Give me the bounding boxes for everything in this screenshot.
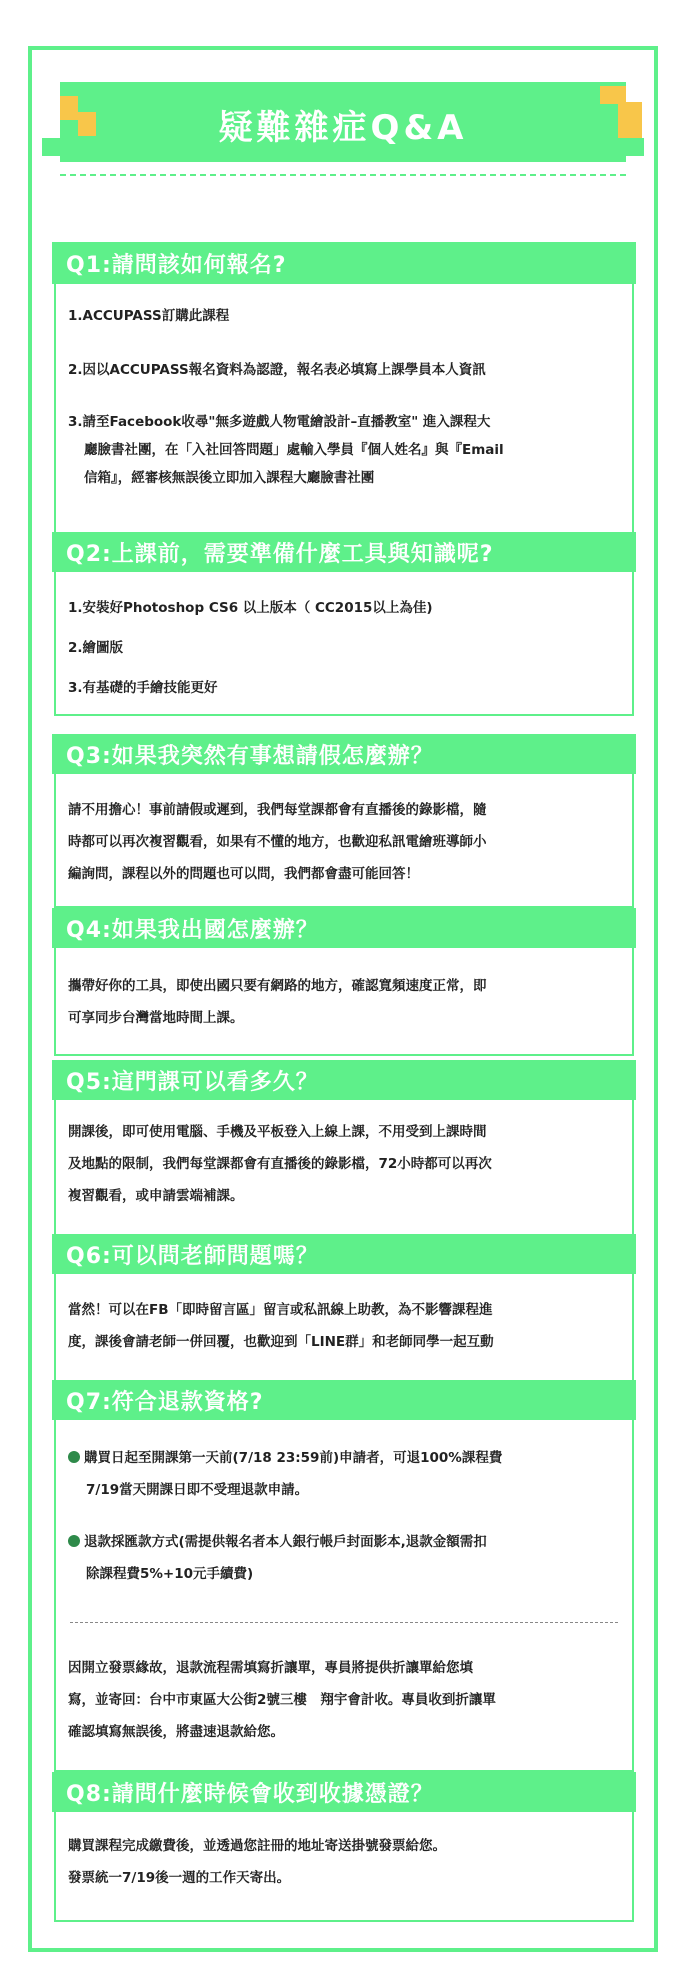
faq-header bbox=[28, 82, 658, 194]
q3-line-1: 請不用擔心！事前請假或遲到，我們每堂課都會有直播後的錄影檔，隨 bbox=[68, 802, 487, 818]
page-title: 疑難雜症Q&A bbox=[218, 108, 468, 148]
q7-dashed-divider bbox=[70, 1622, 618, 1623]
q4-line-2: 可享同步台灣當地時間上課。 bbox=[68, 1010, 244, 1026]
bullet-dot-icon bbox=[68, 1535, 80, 1547]
q7-bullet-2 bbox=[68, 1528, 616, 1556]
q1-line-5: 信箱』，經審核無誤後立即加入課程大廳臉書社團 bbox=[84, 470, 375, 486]
q3-line-3: 編詢問，課程以外的問題也可以問，我們都會盡可能回答！ bbox=[68, 866, 419, 882]
q3-line-2: 時都可以再次複習觀看，如果有不懂的地方，也歡迎私訊電繪班導師小 bbox=[68, 834, 487, 850]
q7-line-1: 因開立發票緣故，退款流程需填寫折讓單，專員將提供折讓單給您填 bbox=[68, 1660, 473, 1676]
q7-title: Q7:符合退款資格? bbox=[52, 1380, 636, 1420]
q2-line-1: 1.安裝好Photoshop CS6 以上版本（ CC2015以上為佳) bbox=[68, 600, 433, 616]
q8-line-2: 發票統一7/19後一週的工作天寄出。 bbox=[68, 1870, 291, 1886]
q3-title: Q3:如果我突然有事想請假怎麼辦？ bbox=[52, 734, 636, 774]
q5-line-2: 及地點的限制，我們每堂課都會有直播後的錄影檔，72小時都可以再次 bbox=[68, 1156, 492, 1172]
q4-title: Q4:如果我出國怎麼辦？ bbox=[52, 908, 636, 948]
q7-bullet-1-line-1: 購買日起至開課第一天前(7/18 23:59前)申請者，可退100%課程費 bbox=[84, 1450, 503, 1466]
bullet-dot-icon bbox=[68, 1451, 80, 1463]
q5-line-1: 開課後，即可使用電腦、手機及平板登入上線上課，不用受到上課時間 bbox=[68, 1124, 487, 1140]
q6-line-1: 當然！可以在FB「即時留言區」留言或私訊線上助教，為不影響課程進 bbox=[68, 1302, 493, 1318]
q1-panel bbox=[54, 256, 634, 540]
q2-line-3: 3.有基礎的手繪技能更好 bbox=[68, 680, 218, 696]
q1-line-1: 1.ACCUPASS訂購此課程 bbox=[68, 308, 230, 324]
q7-bullet-1-line-2: 7/19當天開課日即不受理退款申請。 bbox=[86, 1482, 309, 1498]
q7-bullet-2-line-2: 除課程費5%+10元手續費) bbox=[86, 1566, 254, 1582]
q1-line-3: 3.請至Facebook收尋"無多遊戲人物電繪設計–直播教室" 進入課程大 bbox=[68, 414, 491, 430]
q4-line-1: 攜帶好你的工具，即使出國只要有網路的地方，確認寬頻速度正常，即 bbox=[68, 978, 487, 994]
q8-line-1: 購買課程完成繳費後，並透過您註冊的地址寄送掛號發票給您。 bbox=[68, 1838, 446, 1854]
q2-title: Q2:上課前，需要準備什麼工具與知識呢? bbox=[52, 532, 636, 572]
q1-line-2: 2.因以ACCUPASS報名資料為認證，報名表必填寫上課學員本人資訊 bbox=[68, 362, 486, 378]
q1-line-4: 廳臉書社團，在「入社回答問題」處輸入學員『個人姓名』與『Email bbox=[84, 442, 504, 458]
q7-line-3: 確認填寫無誤後，將盡速退款給您。 bbox=[68, 1724, 284, 1740]
q2-line-2: 2.繪圖版 bbox=[68, 640, 124, 656]
q6-title: Q6:可以問老師問題嗎？ bbox=[52, 1234, 636, 1274]
q5-title: Q5:這門課可以看多久？ bbox=[52, 1060, 636, 1100]
header-dash-divider bbox=[60, 174, 626, 176]
q5-line-3: 複習觀看，或申請雲端補課。 bbox=[68, 1188, 244, 1204]
q6-line-2: 度，課後會請老師一併回覆，也歡迎到「LINE群」和老師同學一起互動 bbox=[68, 1334, 494, 1350]
q8-title: Q8:請問什麼時候會收到收據憑證？ bbox=[52, 1772, 636, 1812]
q7-bullet-2-line-1: 退款採匯款方式(需提供報名者本人銀行帳戶封面影本,退款金額需扣 bbox=[84, 1534, 487, 1550]
q7-bullet-1 bbox=[68, 1444, 616, 1472]
q7-line-2: 寫，並寄回：台中市東區大公街2號三樓 翔宇會計收。專員收到折讓單 bbox=[68, 1692, 496, 1708]
q1-title: Q1:請問該如何報名? bbox=[52, 242, 636, 284]
